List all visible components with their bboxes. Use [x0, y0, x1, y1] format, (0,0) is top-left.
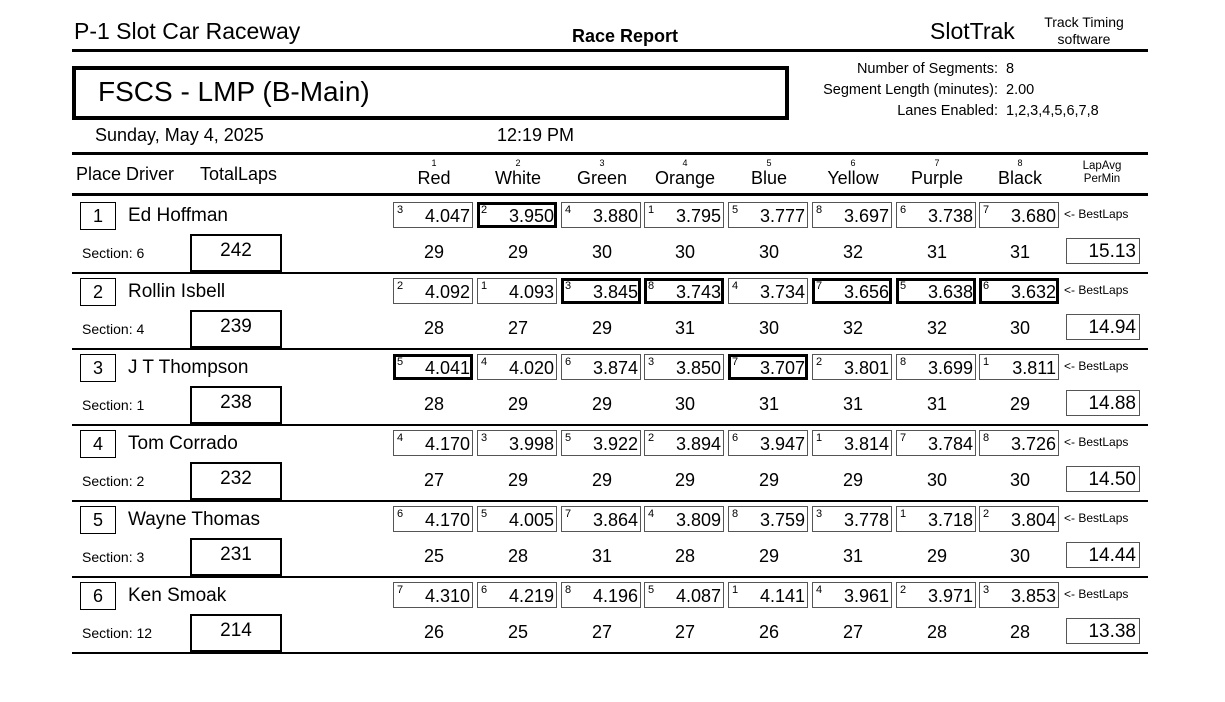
lap-position: 4: [732, 280, 739, 292]
best-lap-cell-lane-1: [393, 202, 473, 228]
best-lap-time: 3.697: [843, 206, 889, 226]
lane-color: Orange: [654, 168, 716, 188]
lap-avg-per-min: 13.38: [1066, 618, 1140, 644]
best-laps-label: <- BestLaps: [1064, 511, 1129, 525]
best-lap-time: 3.784: [927, 434, 973, 454]
best-lap-time: 3.811: [1012, 358, 1056, 378]
best-lap-time: 3.845: [592, 282, 638, 302]
lane-laps-7: 28: [926, 622, 948, 642]
best-lap-cell-lane-4: [644, 506, 724, 532]
best-lap-time: 3.734: [759, 282, 805, 302]
best-lap-time: 3.726: [1010, 434, 1056, 454]
driver-name: J T Thompson: [128, 357, 249, 378]
lap-position: 5: [732, 204, 739, 216]
best-lap-cell-lane-8: [979, 278, 1059, 304]
best-lap-time: 3.922: [592, 434, 638, 454]
driver-name: Ken Smoak: [128, 585, 227, 606]
lane-laps-7: 31: [926, 394, 948, 414]
best-laps-label: <- BestLaps: [1064, 283, 1129, 297]
best-lap-time: 3.809: [675, 510, 721, 530]
best-lap-time: 4.093: [508, 282, 554, 302]
lap-position: 5: [648, 584, 655, 596]
lane-laps-5: 30: [758, 242, 780, 262]
lap-position: 8: [648, 280, 655, 292]
total-laps: 242: [190, 234, 282, 272]
lap-position: 7: [732, 356, 739, 368]
lap-avg-per-min: 14.94: [1066, 314, 1140, 340]
lane-laps-7: 29: [926, 546, 948, 566]
place-number: 5: [80, 506, 116, 534]
lane-laps-4: 30: [674, 242, 696, 262]
lane-laps-3: 29: [591, 394, 613, 414]
best-lap-cell-lane-2: [477, 582, 557, 608]
lap-position: 6: [397, 508, 404, 520]
best-lap-cell-lane-2: [477, 278, 557, 304]
best-lap-cell-lane-7: [896, 582, 976, 608]
lap-position: 1: [481, 280, 488, 292]
lap-position: 7: [816, 280, 823, 292]
lap-position: 7: [565, 508, 572, 520]
row-divider: [72, 652, 1148, 654]
segment-length-value: 2.00: [1006, 82, 1035, 98]
best-lap-cell-lane-7: [896, 506, 976, 532]
best-lap-time: 3.947: [759, 434, 805, 454]
lane-laps-3: 31: [591, 546, 613, 566]
row-divider: [72, 348, 1148, 350]
lap-position: 2: [983, 508, 990, 520]
best-lap-time: 3.853: [1010, 586, 1056, 606]
place-number: 3: [80, 354, 116, 382]
best-lap-time: 3.699: [927, 358, 973, 378]
lane-color: Green: [576, 168, 628, 188]
best-lap-cell-lane-4: [644, 278, 724, 304]
tagline-line-1: Track Timing: [1044, 14, 1124, 30]
lane-color: Black: [997, 168, 1042, 188]
best-lap-time: 3.880: [592, 206, 638, 226]
best-lap-time: 3.718: [927, 510, 973, 530]
lane-color: Yellow: [827, 168, 879, 188]
row-divider: [72, 576, 1148, 578]
lap-position: 5: [565, 432, 572, 444]
best-lap-time: 3.971: [927, 586, 973, 606]
brand-name: SlotTrak: [930, 18, 1015, 44]
driver-section: Section: 1: [82, 397, 145, 413]
best-lap-time: 3.707: [759, 358, 805, 378]
best-lap-cell-lane-8: [979, 582, 1059, 608]
best-lap-cell-lane-3: [561, 202, 641, 228]
lane-color: White: [494, 168, 541, 188]
lane-laps-2: 29: [507, 242, 529, 262]
best-lap-time: 3.804: [1010, 510, 1056, 530]
best-lap-cell-lane-3: [561, 430, 641, 456]
lane-laps-3: 27: [591, 622, 613, 642]
total-laps: 214: [190, 614, 282, 652]
lap-position: 5: [397, 356, 404, 368]
lap-position: 2: [397, 280, 404, 292]
settings-values: [1006, 59, 1156, 122]
row-divider: [72, 272, 1148, 274]
best-lap-time: 3.777: [759, 206, 805, 226]
best-lap-cell-lane-4: [644, 202, 724, 228]
lane-laps-3: 29: [591, 470, 613, 490]
lap-position: 4: [565, 204, 572, 216]
race-name: FSCS - LMP (B-Main): [98, 76, 370, 107]
lane-laps-4: 28: [674, 546, 696, 566]
lane-laps-6: 32: [842, 318, 864, 338]
lap-position: 3: [397, 204, 404, 216]
best-laps-label: <- BestLaps: [1064, 207, 1129, 221]
best-lap-time: 3.632: [1010, 282, 1056, 302]
lane-number: 4: [682, 158, 688, 168]
best-lap-cell-lane-1: [393, 582, 473, 608]
lap-avg-per-min: 14.44: [1066, 542, 1140, 568]
best-lap-cell-lane-2: [477, 506, 557, 532]
best-lap-time: 4.041: [424, 358, 470, 378]
lap-position: 8: [816, 204, 823, 216]
lap-avg-header: [1064, 160, 1140, 186]
best-lap-cell-lane-8: [979, 430, 1059, 456]
best-lap-time: 4.087: [675, 586, 721, 606]
total-laps: 232: [190, 462, 282, 500]
lap-position: 4: [816, 584, 823, 596]
best-lap-time: 4.219: [508, 586, 554, 606]
lane-laps-1: 28: [423, 394, 445, 414]
place-number: 1: [80, 202, 116, 230]
lap-avg-per-min: 14.88: [1066, 390, 1140, 416]
column-header-rule: [72, 152, 1148, 155]
lap-position: 3: [481, 432, 488, 444]
total-laps: 238: [190, 386, 282, 424]
total-laps-header: TotalLaps: [200, 164, 278, 184]
lane-laps-4: 29: [674, 470, 696, 490]
lap-position: 3: [983, 584, 990, 596]
lap-position: 1: [983, 356, 990, 368]
best-lap-cell-lane-2: [477, 430, 557, 456]
best-lap-cell-lane-6: [812, 506, 892, 532]
place-driver-header: Place Driver: [76, 164, 175, 184]
best-lap-time: 3.874: [592, 358, 638, 378]
driver-name: Tom Corrado: [128, 433, 238, 454]
lane-laps-4: 27: [674, 622, 696, 642]
best-laps-label: <- BestLaps: [1064, 435, 1129, 449]
driver-section: Section: 3: [82, 549, 145, 565]
best-lap-cell-lane-3: [561, 278, 641, 304]
lane-header-4: [643, 158, 727, 188]
lane-laps-8: 30: [1009, 470, 1031, 490]
lane-header-3: [560, 158, 644, 188]
best-lap-cell-lane-7: [896, 354, 976, 380]
driver-section: Section: 4: [82, 321, 145, 337]
lane-laps-6: 31: [842, 394, 864, 414]
lane-header-6: [811, 158, 895, 188]
lap-position: 1: [732, 584, 739, 596]
best-lap-cell-lane-8: [979, 506, 1059, 532]
lane-laps-1: 29: [423, 242, 445, 262]
lane-number: 8: [1017, 158, 1023, 168]
best-lap-time: 3.638: [927, 282, 973, 302]
lap-position: 6: [565, 356, 572, 368]
lap-position: 6: [983, 280, 990, 292]
best-lap-cell-lane-6: [812, 354, 892, 380]
best-lap-cell-lane-8: [979, 354, 1059, 380]
lane-laps-3: 29: [591, 318, 613, 338]
best-lap-cell-lane-6: [812, 582, 892, 608]
best-lap-time: 3.778: [843, 510, 889, 530]
lap-position: 8: [732, 508, 739, 520]
segments-value: 8: [1006, 61, 1015, 77]
lap-position: 1: [900, 508, 907, 520]
best-lap-cell-lane-1: [393, 430, 473, 456]
lane-color: Red: [417, 168, 451, 188]
tagline-line-2: software: [1057, 31, 1111, 47]
lane-number: 3: [599, 158, 605, 168]
best-lap-time: 3.961: [843, 586, 889, 606]
lap-position: 8: [565, 584, 572, 596]
lane-laps-6: 29: [842, 470, 864, 490]
best-lap-cell-lane-6: [812, 430, 892, 456]
lap-position: 6: [481, 584, 488, 596]
best-lap-cell-lane-1: [393, 506, 473, 532]
header-rule: [72, 49, 1148, 52]
best-lap-cell-lane-4: [644, 582, 724, 608]
lap-position: 6: [732, 432, 739, 444]
lap-position: 5: [900, 280, 907, 292]
best-lap-time: 4.020: [508, 358, 554, 378]
best-lap-cell-lane-2: [477, 354, 557, 380]
best-lap-cell-lane-2: [477, 202, 557, 228]
lap-position: 7: [983, 204, 990, 216]
lane-header-5: [727, 158, 811, 188]
lap-position: 6: [900, 204, 907, 216]
lap-position: 3: [648, 356, 655, 368]
lap-avg-header-line-2: PerMin: [1083, 173, 1121, 185]
lap-position: 1: [816, 432, 823, 444]
lane-laps-5: 26: [758, 622, 780, 642]
lanes-enabled-value: 1,2,3,4,5,6,7,8: [1006, 103, 1099, 119]
best-lap-time: 3.743: [675, 282, 721, 302]
lap-position: 8: [983, 432, 990, 444]
row-divider: [72, 500, 1148, 502]
best-lap-time: 3.894: [675, 434, 721, 454]
lane-laps-7: 31: [926, 242, 948, 262]
best-lap-time: 4.170: [424, 510, 470, 530]
segment-length-label: Segment Length (minutes):: [823, 82, 998, 98]
driver-name: Ed Hoffman: [128, 205, 228, 226]
best-lap-time: 3.801: [843, 358, 889, 378]
total-laps: 239: [190, 310, 282, 348]
best-lap-cell-lane-5: [728, 354, 808, 380]
best-lap-time: 4.170: [424, 434, 470, 454]
best-lap-cell-lane-4: [644, 354, 724, 380]
driver-name: Rollin Isbell: [128, 281, 226, 302]
best-lap-cell-lane-5: [728, 202, 808, 228]
best-lap-cell-lane-5: [728, 430, 808, 456]
place-number: 2: [80, 278, 116, 306]
lane-number: 2: [515, 158, 521, 168]
lane-laps-7: 30: [926, 470, 948, 490]
best-lap-time: 3.998: [508, 434, 554, 454]
lane-laps-1: 27: [423, 470, 445, 490]
best-lap-cell-lane-7: [896, 202, 976, 228]
lane-color: Purple: [910, 168, 964, 188]
lane-laps-6: 32: [842, 242, 864, 262]
best-lap-time: 3.850: [675, 358, 721, 378]
lane-laps-3: 30: [591, 242, 613, 262]
lap-position: 2: [900, 584, 907, 596]
best-lap-cell-lane-8: [979, 202, 1059, 228]
best-lap-time: 3.738: [927, 206, 973, 226]
lane-number: 1: [431, 158, 437, 168]
lane-laps-6: 27: [842, 622, 864, 642]
lap-position: 5: [481, 508, 488, 520]
lap-position: 2: [481, 204, 488, 216]
lap-position: 3: [816, 508, 823, 520]
lane-laps-5: 31: [758, 394, 780, 414]
lane-laps-2: 28: [507, 546, 529, 566]
best-lap-time: 4.047: [424, 206, 470, 226]
best-lap-time: 3.795: [675, 206, 721, 226]
table-top-rule: [72, 193, 1148, 196]
lane-number: 5: [766, 158, 772, 168]
lap-position: 3: [565, 280, 572, 292]
lane-laps-6: 31: [842, 546, 864, 566]
lane-laps-2: 25: [507, 622, 529, 642]
lap-position: 1: [648, 204, 655, 216]
lane-header-1: [392, 158, 476, 188]
lane-header-8: [978, 158, 1062, 188]
lane-laps-8: 30: [1009, 546, 1031, 566]
lane-laps-5: 29: [758, 546, 780, 566]
best-lap-cell-lane-1: [393, 278, 473, 304]
lane-laps-2: 29: [507, 394, 529, 414]
lane-laps-5: 29: [758, 470, 780, 490]
best-lap-cell-lane-6: [812, 278, 892, 304]
lane-header-2: [476, 158, 560, 188]
report-title: Race Report: [571, 26, 679, 46]
lane-laps-2: 27: [507, 318, 529, 338]
driver-section: Section: 6: [82, 245, 145, 261]
lap-position: 7: [397, 584, 404, 596]
lap-avg-header-line-1: LapAvg: [1082, 160, 1122, 172]
best-lap-time: 3.680: [1010, 206, 1056, 226]
lane-laps-8: 30: [1009, 318, 1031, 338]
total-laps: 231: [190, 538, 282, 576]
lane-laps-2: 29: [507, 470, 529, 490]
best-lap-cell-lane-3: [561, 506, 641, 532]
best-lap-cell-lane-6: [812, 202, 892, 228]
driver-section: Section: 2: [82, 473, 145, 489]
lap-avg-per-min: 14.50: [1066, 466, 1140, 492]
driver-name: Wayne Thomas: [128, 509, 260, 530]
lap-position: 8: [900, 356, 907, 368]
lap-position: 7: [900, 432, 907, 444]
lap-position: 4: [397, 432, 404, 444]
lane-laps-8: 28: [1009, 622, 1031, 642]
best-lap-time: 3.656: [843, 282, 889, 302]
lane-color: Blue: [750, 168, 788, 188]
best-lap-cell-lane-7: [896, 278, 976, 304]
row-divider: [72, 424, 1148, 426]
settings-labels: [700, 59, 998, 122]
best-lap-time: 4.141: [759, 586, 805, 606]
segments-label: Number of Segments:: [856, 61, 998, 77]
best-lap-time: 3.814: [843, 434, 889, 454]
best-lap-cell-lane-3: [561, 582, 641, 608]
lane-laps-1: 25: [423, 546, 445, 566]
place-number: 4: [80, 430, 116, 458]
lane-header-7: [895, 158, 979, 188]
best-lap-time: 4.005: [508, 510, 554, 530]
best-lap-cell-lane-1: [393, 354, 473, 380]
best-laps-label: <- BestLaps: [1064, 359, 1129, 373]
best-laps-label: <- BestLaps: [1064, 587, 1129, 601]
lap-position: 4: [648, 508, 655, 520]
lane-laps-8: 29: [1009, 394, 1031, 414]
best-lap-cell-lane-5: [728, 582, 808, 608]
best-lap-time: 4.196: [592, 586, 638, 606]
best-lap-cell-lane-7: [896, 430, 976, 456]
best-lap-time: 4.092: [424, 282, 470, 302]
race-date: Sunday, May 4, 2025: [95, 125, 264, 145]
place-number: 6: [80, 582, 116, 610]
lane-number: 6: [850, 158, 856, 168]
lap-avg-per-min: 15.13: [1066, 238, 1140, 264]
best-lap-cell-lane-5: [728, 506, 808, 532]
brand-tagline: [1034, 14, 1134, 48]
race-time: 12:19 PM: [497, 125, 575, 145]
lane-number: 7: [934, 158, 940, 168]
lap-position: 2: [648, 432, 655, 444]
lane-laps-4: 30: [674, 394, 696, 414]
best-lap-time: 4.310: [424, 586, 470, 606]
lane-laps-7: 32: [926, 318, 948, 338]
raceway-name: P-1 Slot Car Raceway: [74, 18, 301, 44]
lane-laps-1: 28: [423, 318, 445, 338]
lap-position: 2: [816, 356, 823, 368]
lane-laps-5: 30: [758, 318, 780, 338]
best-lap-cell-lane-5: [728, 278, 808, 304]
best-lap-time: 3.950: [508, 206, 554, 226]
best-lap-time: 3.864: [592, 510, 638, 530]
best-lap-cell-lane-3: [561, 354, 641, 380]
lanes-enabled-label: Lanes Enabled:: [897, 103, 998, 119]
best-lap-time: 3.759: [759, 510, 805, 530]
lane-laps-8: 31: [1009, 242, 1031, 262]
driver-section: Section: 12: [82, 625, 153, 641]
lane-laps-1: 26: [423, 622, 445, 642]
lap-position: 4: [481, 356, 488, 368]
best-lap-cell-lane-4: [644, 430, 724, 456]
lane-laps-4: 31: [674, 318, 696, 338]
